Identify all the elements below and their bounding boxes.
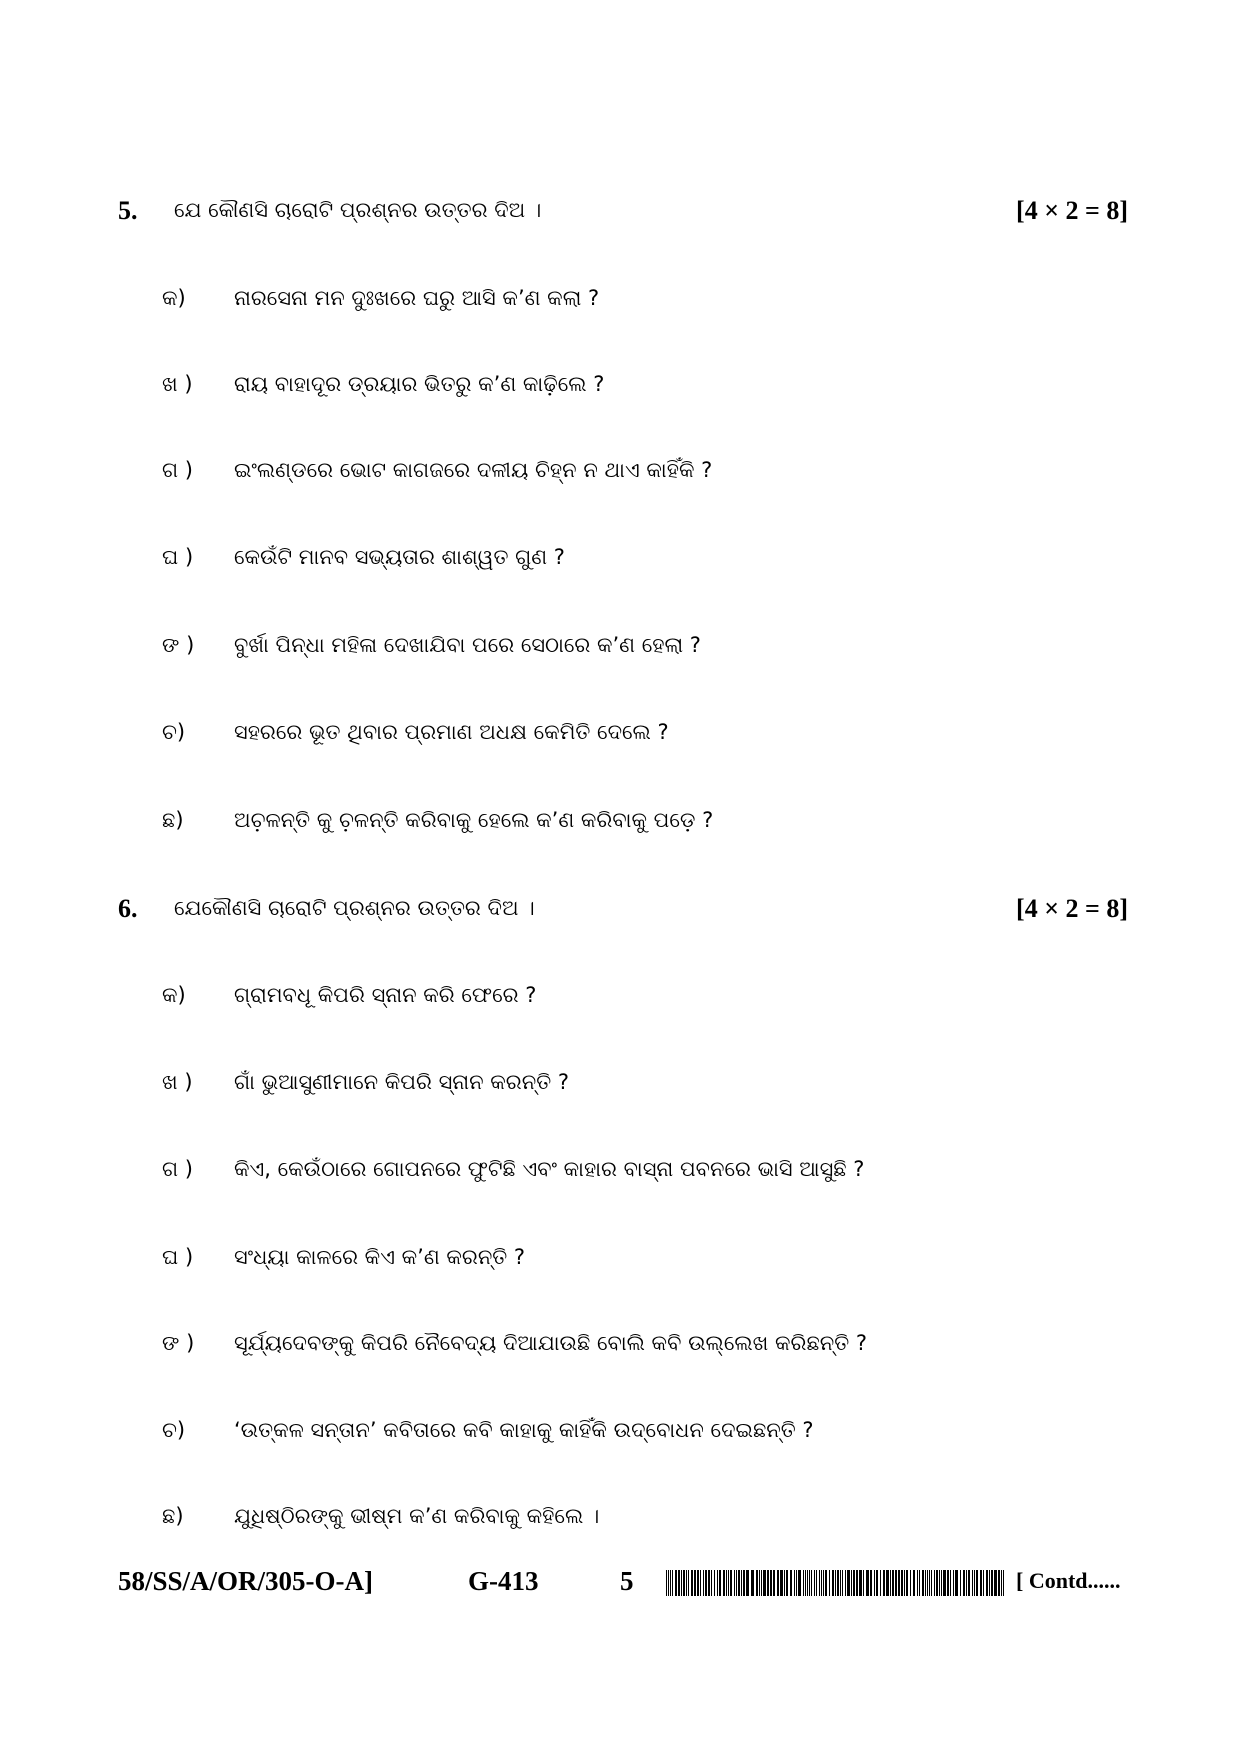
sub-question-label: ଚ) xyxy=(162,1418,186,1442)
barcode-bar xyxy=(950,1570,951,1596)
barcode-bar xyxy=(825,1570,827,1596)
barcode-bar xyxy=(989,1570,990,1596)
sub-question-label: ଗ ) xyxy=(162,458,193,482)
sub-question-text: କେଉଁଟି ମାନବ ସଭ୍ୟତାର ଶାଶ୍ୱତ ଗୁଣ ? xyxy=(234,545,565,569)
sub-question xyxy=(162,1157,1122,1193)
barcode-bar xyxy=(859,1570,862,1596)
sub-question-text: କିଏ, କେଉଁଠାରେ ଗୋପନରେ ଫୁଟିଛି ଏବଂ କାହାର ବାସ୍ନା ପବନରେ ଭାସି ଆସୁଛି ? xyxy=(234,1157,865,1181)
barcode-bar xyxy=(686,1570,687,1596)
barcode-bar xyxy=(675,1570,677,1596)
paper-code: 58/SS/A/OR/305-O-A] xyxy=(118,1566,374,1596)
sub-question-text: ଗାଁ ଭୁଆସୁଣୀମାନେ କିପରି ସ୍ନାନ କରନ୍ତି ? xyxy=(234,1070,569,1094)
sub-question-text: ଯୁଧିଷ୍ଠିରଙ୍କୁ ଭୀଷ୍ମ କ’ଣ କରିବାକୁ କହିଲେ । xyxy=(234,1504,600,1528)
sub-question-label: ଙ ) xyxy=(162,1331,195,1355)
sub-question xyxy=(162,458,1122,494)
barcode-bar xyxy=(700,1570,701,1596)
barcode-bar xyxy=(694,1570,696,1596)
sub-question-label: ଘ ) xyxy=(162,545,194,569)
sub-question xyxy=(162,983,1122,1019)
barcode-bar xyxy=(697,1570,699,1596)
barcode-bar xyxy=(876,1570,878,1596)
barcode-bar xyxy=(898,1570,900,1596)
continued-label: [ Contd...... xyxy=(1016,1568,1121,1593)
barcode-bar xyxy=(711,1570,712,1596)
barcode-bar xyxy=(756,1570,758,1596)
barcode-bar xyxy=(947,1570,949,1596)
sub-question-text: ନାରସେନା ମନ ଦୁଃଖରେ ଘରୁ ଆସି କ’ଣ କଲା ? xyxy=(234,286,600,310)
barcode-bar xyxy=(761,1570,762,1596)
barcode-bar xyxy=(668,1570,669,1596)
question-marks: [4 × 2 = 8] xyxy=(1016,196,1128,225)
sub-question-label: ଚ) xyxy=(162,720,186,744)
barcode-bar xyxy=(767,1570,769,1596)
barcode-bar xyxy=(796,1570,797,1596)
question-instruction: ଯେକୌଣସି ଚାରୋଟି ପ୍ରଶ୍ନର ଉତ୍ତର ଦିଅ । xyxy=(174,896,535,920)
barcode-bar xyxy=(917,1570,918,1596)
sub-question xyxy=(162,1418,1122,1454)
barcode-bar xyxy=(927,1570,928,1596)
sub-question-label: ଖ ) xyxy=(162,372,193,396)
sub-question xyxy=(162,633,1122,669)
barcode-bar xyxy=(821,1570,822,1596)
sub-question-text: ରାୟ ବାହାଦୂର ଡ୍ରୟାର ଭିତରୁ କ’ଣ କାଢ଼ିଲେ ? xyxy=(234,372,605,396)
sub-question-text: ଗ୍ରାମବଧୂ କିପରି ସ୍ନାନ କରି ଫେରେ ? xyxy=(234,983,537,1007)
barcode-bar xyxy=(842,1570,843,1596)
sub-question-text: ‘ଉତ୍କଳ ସନ୍ତାନ’ କବିତାରେ କବି କାହାକୁ କାହିଁକି ଉଦ୍‌ବୋଧନ ଦେଇଛନ୍ତି ? xyxy=(234,1418,814,1442)
sub-question-text: ସଂଧ୍ୟା କାଳରେ କିଏ କ’ଣ କରନ୍ତି ? xyxy=(234,1245,526,1269)
barcode-bar xyxy=(809,1570,810,1596)
barcode-bar xyxy=(966,1570,967,1596)
sub-question xyxy=(162,286,1122,322)
barcode-bar xyxy=(786,1570,788,1596)
barcode-bar xyxy=(863,1570,864,1596)
barcode-bar xyxy=(901,1570,903,1596)
barcode-bar xyxy=(832,1570,834,1596)
barcode-bar xyxy=(939,1570,940,1596)
barcode-bar xyxy=(941,1570,942,1596)
barcode-bar xyxy=(934,1570,935,1596)
sub-question xyxy=(162,720,1122,756)
barcode-bar xyxy=(919,1570,920,1596)
barcode-bar xyxy=(925,1570,926,1596)
barcode-bar xyxy=(983,1570,984,1596)
paper-set: G-413 xyxy=(468,1566,539,1596)
barcode-bar xyxy=(890,1570,891,1596)
barcode-bar xyxy=(870,1570,872,1596)
sub-question-label: କ) xyxy=(162,983,186,1007)
barcode-bar xyxy=(726,1570,727,1596)
question-number: 5. xyxy=(118,196,138,225)
barcode-bar xyxy=(1001,1570,1002,1596)
barcode-bar xyxy=(963,1570,965,1596)
sub-question-text: ସହରରେ ଭୂତ ଥିବାର ପ୍ରମାଣ ଅଧକ୍ଷ କେମିତି ଦେଲେ ? xyxy=(234,720,669,744)
barcode-bar xyxy=(798,1570,801,1596)
barcode-bar xyxy=(880,1570,881,1596)
barcode-bar xyxy=(853,1570,855,1596)
barcode-bar xyxy=(790,1570,792,1596)
barcode-bar xyxy=(666,1570,667,1596)
sub-question-text: ସୂର୍ଯ୍ୟଦେବଙ୍କୁ କିପରି ନୈବେଦ୍ୟ ଦିଆଯାଉଛି ବୋଲି କବି ଉଲ୍ଲେଖ କରିଛନ୍ତି ? xyxy=(234,1331,868,1355)
question-6-header xyxy=(118,894,1128,934)
barcode-bar xyxy=(738,1570,740,1596)
barcode-bar xyxy=(991,1570,993,1596)
sub-question-label: ଙ ) xyxy=(162,633,195,657)
barcode-bar xyxy=(892,1570,894,1596)
question-5-header xyxy=(118,196,1128,236)
barcode-bar xyxy=(845,1570,846,1596)
barcode-bar xyxy=(730,1570,732,1596)
sub-question-text: ଅଚ଼ଳନ୍ତି କୁ ଚ଼ଳନ୍ତି କରିବାକୁ ହେଲେ କ’ଣ କରିବାକୁ ପଡ଼େ ? xyxy=(234,808,714,832)
barcode-bar xyxy=(974,1570,975,1596)
barcode-bar xyxy=(678,1570,680,1596)
barcode-bar xyxy=(681,1570,682,1596)
barcode-bar xyxy=(784,1570,785,1596)
sub-question-label: ଘ ) xyxy=(162,1245,194,1269)
barcode-bar xyxy=(714,1570,715,1596)
barcode-bar xyxy=(803,1570,804,1596)
barcode-bar xyxy=(922,1570,924,1596)
barcode-bar xyxy=(741,1570,742,1596)
barcode-bar xyxy=(851,1570,852,1596)
barcode-bar xyxy=(960,1570,961,1596)
barcode-bar xyxy=(972,1570,973,1596)
question-instruction: ଯେ କୌଣସି ଚାରୋଟି ପ୍ରଶ୍ନର ଉତ୍ତର ଦିଅ । xyxy=(174,198,542,222)
barcode-bar xyxy=(691,1570,693,1596)
barcode-bar xyxy=(906,1570,908,1596)
barcode-bar xyxy=(763,1570,766,1596)
barcode-bar xyxy=(777,1570,779,1596)
barcode-bar xyxy=(913,1570,915,1596)
sub-question-text: ବୁର୍ଖା ପିନ୍ଧା ମହିଳା ଦେଖାଯିବା ପରେ ସେଠାରେ କ’ଣ ହେଲା ? xyxy=(234,633,701,657)
barcode-bar xyxy=(823,1570,824,1596)
barcode-bar xyxy=(986,1570,988,1596)
page-number: 5 xyxy=(620,1566,634,1596)
sub-question xyxy=(162,808,1122,844)
barcode-bar xyxy=(814,1570,815,1596)
sub-question-label: ଖ ) xyxy=(162,1070,193,1094)
barcode-bar xyxy=(734,1570,735,1596)
sub-question-label: ଗ ) xyxy=(162,1157,193,1181)
barcode-bar xyxy=(874,1570,875,1596)
sub-question-text: ଇଂଲଣ୍ଡରେ ଭୋଟ କାଗଜରେ ଦଳୀୟ ଚିହ୍ନ ନ ଥାଏ କାହିଁକି ? xyxy=(234,458,713,482)
barcode-bar xyxy=(728,1570,729,1596)
barcode-bar xyxy=(998,1570,1000,1596)
barcode-bar xyxy=(840,1570,841,1596)
barcode-bar xyxy=(953,1570,954,1596)
barcode-bar xyxy=(904,1570,905,1596)
barcode-bar xyxy=(976,1570,978,1596)
barcode-bar xyxy=(968,1570,970,1596)
barcode-bar xyxy=(746,1570,749,1596)
barcode-bar xyxy=(895,1570,897,1596)
barcode-bar xyxy=(759,1570,760,1596)
barcode-bar xyxy=(705,1570,707,1596)
barcode-bar xyxy=(723,1570,725,1596)
page-footer xyxy=(118,1566,1128,1606)
sub-question xyxy=(162,1504,1122,1540)
barcode-bar xyxy=(717,1570,718,1596)
barcode-bar xyxy=(883,1570,885,1596)
sub-question xyxy=(162,372,1122,408)
barcode-bar xyxy=(866,1570,869,1596)
sub-question-label: ଛ) xyxy=(162,1504,184,1528)
barcode-image xyxy=(666,1570,1006,1596)
barcode-bar xyxy=(743,1570,745,1596)
barcode-bar xyxy=(943,1570,946,1596)
question-number: 6. xyxy=(118,894,138,923)
barcode-bar xyxy=(672,1570,673,1596)
barcode-bar xyxy=(719,1570,721,1596)
barcode-bar xyxy=(736,1570,737,1596)
sub-question xyxy=(162,1245,1122,1281)
barcode-bar xyxy=(794,1570,795,1596)
barcode-bar xyxy=(683,1570,685,1596)
sub-question xyxy=(162,545,1122,581)
barcode-bar xyxy=(819,1570,820,1596)
barcode-bar xyxy=(770,1570,772,1596)
barcode-bar xyxy=(980,1570,982,1596)
barcode-bar xyxy=(931,1570,932,1596)
barcode-bar xyxy=(670,1570,671,1596)
barcode-bar xyxy=(780,1570,783,1596)
sub-question xyxy=(162,1331,1122,1367)
barcode-bar xyxy=(837,1570,839,1596)
barcode-bar xyxy=(910,1570,911,1596)
barcode-bar xyxy=(773,1570,775,1596)
barcode-bar xyxy=(835,1570,836,1596)
barcode-bar xyxy=(994,1570,997,1596)
barcode-bar xyxy=(936,1570,938,1596)
barcode-bar xyxy=(811,1570,812,1596)
barcode-bar xyxy=(688,1570,689,1596)
sub-question-label: କ) xyxy=(162,286,186,310)
barcode-bar xyxy=(807,1570,808,1596)
barcode-bar xyxy=(805,1570,806,1596)
barcode-bar xyxy=(703,1570,704,1596)
barcode-bar xyxy=(929,1570,930,1596)
barcode-bar xyxy=(708,1570,710,1596)
question-marks: [4 × 2 = 8] xyxy=(1016,894,1128,923)
barcode-bar xyxy=(1003,1570,1004,1596)
barcode-bar xyxy=(751,1570,754,1596)
sub-question-label: ଛ) xyxy=(162,808,184,832)
barcode-bar xyxy=(856,1570,858,1596)
barcode-bar xyxy=(829,1570,830,1596)
sub-question xyxy=(162,1070,1122,1106)
barcode-bar xyxy=(816,1570,817,1596)
barcode-bar xyxy=(847,1570,850,1596)
barcode-bar xyxy=(955,1570,958,1596)
barcode-bar xyxy=(886,1570,889,1596)
